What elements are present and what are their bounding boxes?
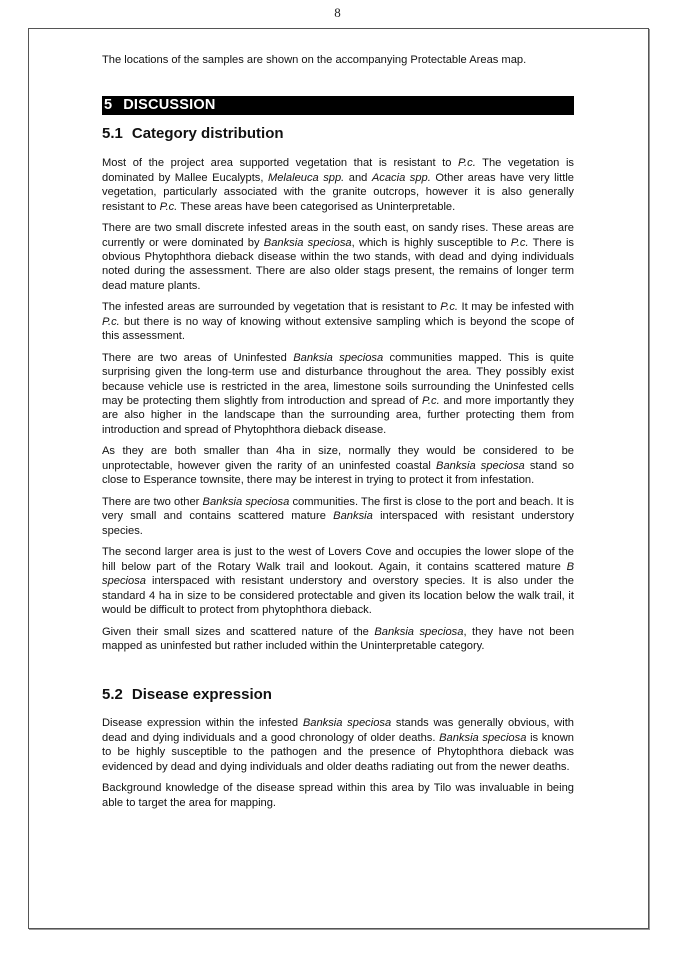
paragraph: Disease expression within the infested Banksia speciosa stands was generally obvious, with dead and dying individuals and a good chronology of older deaths. Banksia speciosa is known to be highly susceptible to the pathogen and the presence of Phytophthora dieback was evidenced by dead and dying individuals and older deaths radiating out from the newer deaths. [102, 717, 574, 773]
paragraph: There are two areas of Uninfested Banksia speciosa communities mapped. This is quite surprising given the long-term use and disturbance throughout the area. They possibly exist because vehicle use is restricted in the area, limestone soils surrounding the Uninfested cells may be protecting them slightly from introduction and spread of P.c. and more importantly they are also higher in the landscape than the surrounding area, further protecting them from introduction and spread of Phytophthora dieback disease. [102, 351, 574, 436]
page-number: 8 [334, 5, 341, 20]
section-number: 5 [104, 97, 113, 114]
paragraph: There are two small discrete infested areas in the south east, on sandy rises. These areas are currently or were dominated by Banksia speciosa, which is highly susceptible to P.c. There is obvious Phytophthora dieback disease within the two stands, with dead and dying individuals noted during the assessment. There are also older stags present, the remains of longer term dead mature plants. [102, 222, 574, 292]
subsection-heading [102, 125, 574, 143]
paragraph: Given their small sizes and scattered nature of the Banksia speciosa, they have not been mapped as uninfested but rather included within the Uninterpretable category. [102, 625, 575, 652]
subsection-title: Disease expression [131, 686, 272, 704]
subsection-heading [102, 686, 574, 704]
section-heading [102, 96, 574, 115]
paragraph: As they are both smaller than 4ha in size, normally they would be considered to be unprotectable, however given the rarity of an uninfested coastal Banksia speciosa stand so close to Esperance townsite, there may be interest in trying to protect it from infestation. [102, 445, 574, 487]
section-title: DISCUSSION [123, 97, 216, 114]
intro-paragraph: The locations of the samples are shown on the accompanying Protectable Areas map. [102, 54, 527, 66]
paragraph: Background knowledge of the disease spread within this area by Tilo was invaluable in being able to target the area for mapping. [102, 782, 574, 809]
subsection-title: Category distribution [131, 125, 284, 143]
subsection-number: 5.1 [102, 125, 123, 143]
paragraph: The second larger area is just to the west of Lovers Cove and occupies the lower slope of the hill below part of the Rotary Walk trail and lookout. Again, it contains scattered mature B speciosa interspaced with resistant understory and overstory species. It is also under the standard 4 ha in size to be considered protectable and given its location below the walk trail, it would be difficult to protect from phytophthora dieback. [102, 546, 574, 616]
document-body [102, 53, 574, 817]
subsection-number: 5.2 [102, 686, 123, 704]
paragraph: The infested areas are surrounded by vegetation that is resistant to P.c. It may be infested with P.c. but there is no way of knowing without extensive sampling which is beyond the scope of this assessment. [102, 301, 574, 343]
paragraph: Most of the project area supported vegetation that is resistant to P.c. The vegetation is dominated by Mallee Eucalypts, Melaleuca spp. and Acacia spp. Other areas have very little vegetation, particularly associated with the granite outcrops, however it is also generally resistant to P.c. These areas have been categorised as Uninterpretable. [102, 157, 574, 213]
paragraph: There are two other Banksia speciosa communities. The first is close to the port and beach. It is very small and contains scattered mature Banksia interspaced with resistant understory species. [102, 495, 574, 537]
